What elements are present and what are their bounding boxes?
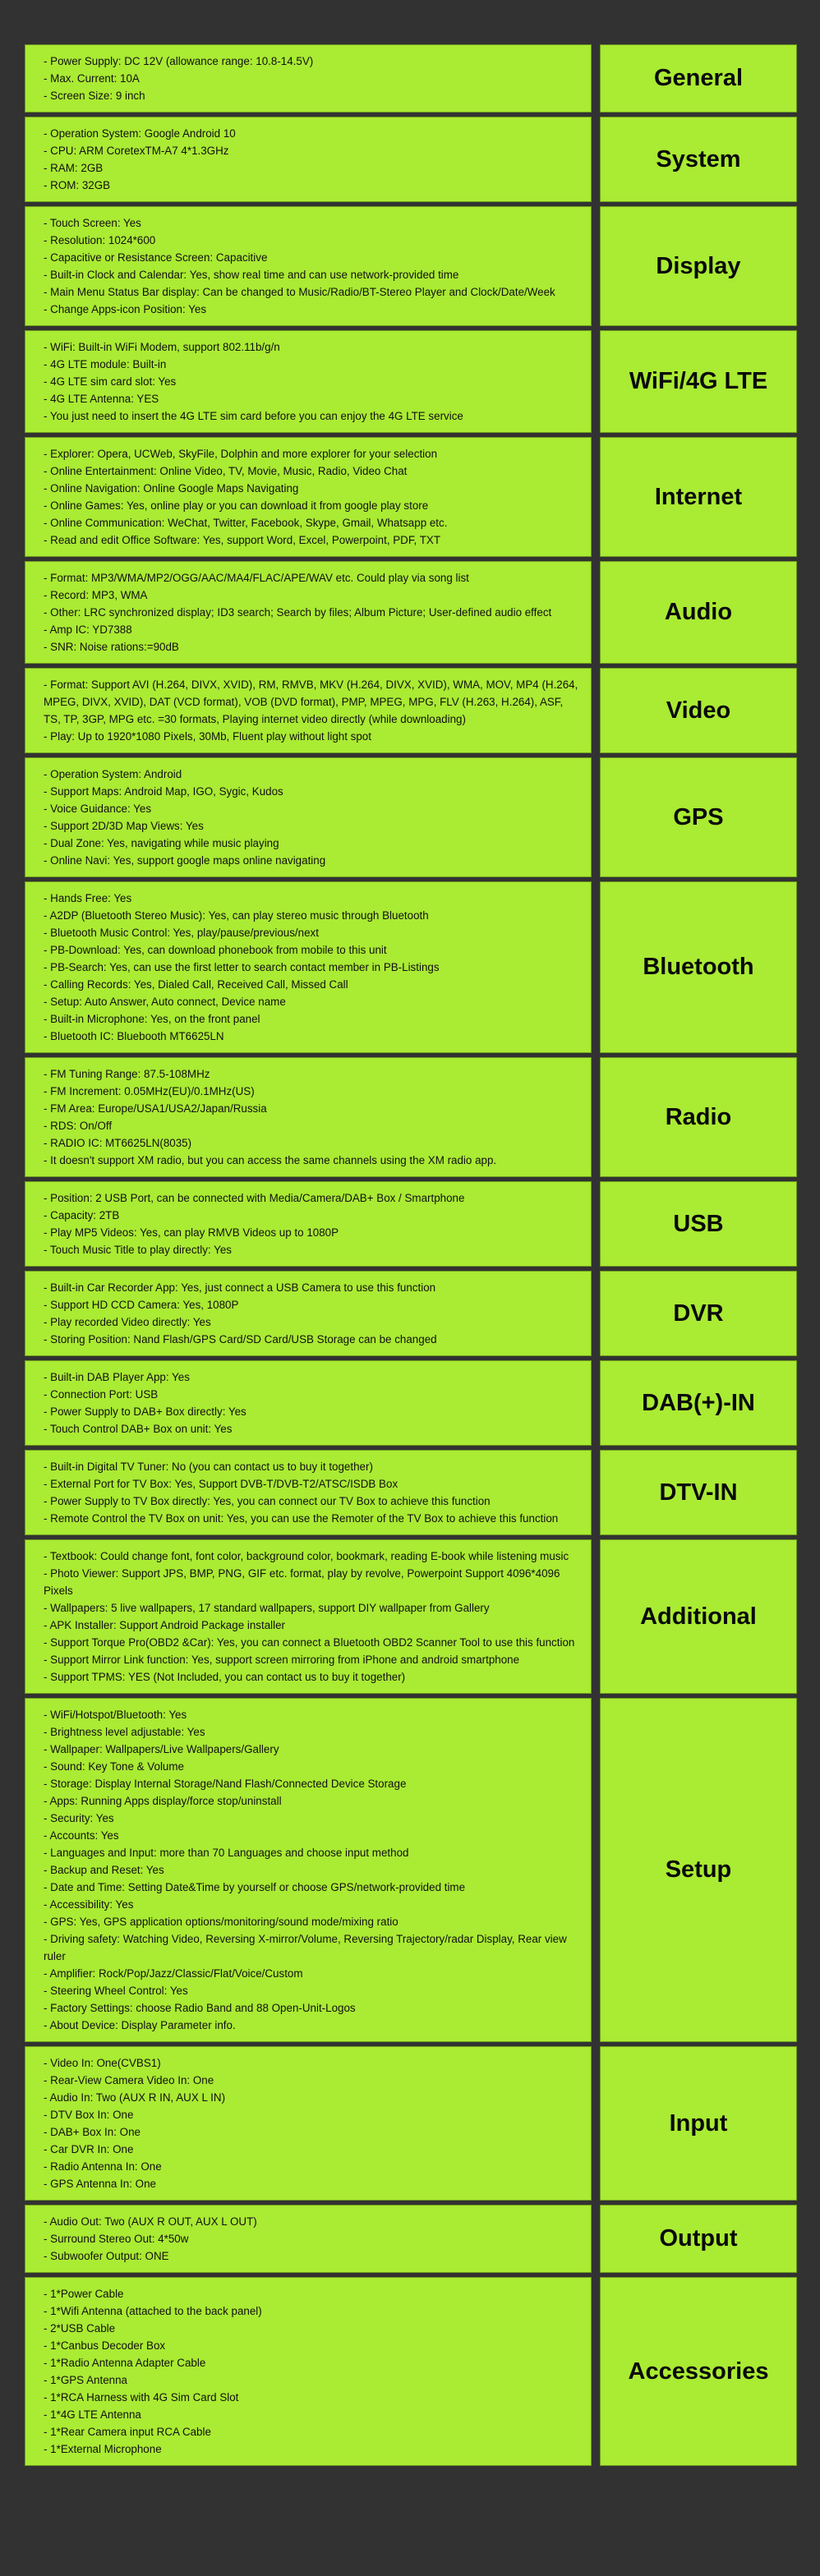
row-gap — [592, 2046, 600, 2201]
spec-line: - Audio In: Two (AUX R IN, AUX L IN) — [44, 2091, 226, 2104]
spec-line: - Dual Zone: Yes, navigating while music playing — [44, 837, 279, 849]
spec-line: - Format: MP3/WMA/MP2/OGG/AAC/MA4/FLAC/APE/WAV etc. Could play via song list — [44, 572, 469, 584]
spec-row — [25, 1271, 797, 1356]
spec-details — [25, 330, 592, 433]
spec-line: - 1*4G LTE Antenna — [44, 2408, 141, 2421]
spec-line: - Power Supply to DAB+ Box directly: Yes — [44, 1405, 246, 1418]
spec-line: - Built-in Microphone: Yes, on the front panel — [44, 1013, 260, 1025]
spec-line: - Voice Guidance: Yes — [44, 803, 152, 815]
spec-details — [25, 561, 592, 664]
spec-line: - Online Navigation: Online Google Maps Navigating — [44, 482, 299, 494]
spec-line: - PB-Download: Yes, can download phonebook from mobile to this unit — [44, 944, 387, 956]
spec-details — [25, 437, 592, 557]
spec-line: - 2*USB Cable — [44, 2322, 116, 2334]
spec-line: - 1*Canbus Decoder Box — [44, 2339, 166, 2352]
spec-details — [25, 1057, 592, 1177]
spec-row — [25, 1360, 797, 1446]
row-gap — [592, 1181, 600, 1267]
spec-line: - Bluetooth Music Control: Yes, play/pause/previous/next — [44, 927, 319, 939]
spec-line: - Change Apps-icon Position: Yes — [44, 303, 207, 315]
spec-category-title: Audio — [600, 561, 797, 664]
spec-line: - Play MP5 Videos: Yes, can play RMVB Videos up to 1080P — [44, 1226, 339, 1239]
spec-details — [25, 1539, 592, 1694]
spec-table — [25, 0, 797, 2466]
spec-line: - Apps: Running Apps display/force stop/uninstall — [44, 1795, 282, 1807]
spec-line: - 1*Power Cable — [44, 2288, 124, 2300]
spec-category-title: Output — [600, 2205, 797, 2273]
spec-line: - 1*RCA Harness with 4G Sim Card Slot — [44, 2391, 239, 2404]
spec-line: - Support Mirror Link function: Yes, support screen mirroring from iPhone and android smartphone — [44, 1654, 520, 1666]
spec-details — [25, 757, 592, 877]
spec-category-title: WiFi/4G LTE — [600, 330, 797, 433]
spec-details — [25, 668, 592, 753]
spec-category-title: Bluetooth — [600, 881, 797, 1053]
spec-line: - DTV Box In: One — [44, 2109, 134, 2121]
spec-line: - FM Area: Europe/USA1/USA2/Japan/Russia — [44, 1102, 267, 1115]
spec-line: - Audio Out: Two (AUX R OUT, AUX L OUT) — [44, 2215, 257, 2228]
spec-line: - Main Menu Status Bar display: Can be changed to Music/Radio/BT-Stereo Player and Clock/Date/Week — [44, 286, 555, 298]
spec-line: - Touch Control DAB+ Box on unit: Yes — [44, 1423, 233, 1435]
row-gap — [592, 2277, 600, 2466]
spec-details — [25, 881, 592, 1053]
spec-row — [25, 44, 797, 113]
spec-line: - Textbook: Could change font, font color, background color, bookmark, reading E-book while listening music — [44, 1550, 569, 1562]
spec-category-title: Setup — [600, 1698, 797, 2042]
row-gap — [592, 206, 600, 326]
spec-row — [25, 2277, 797, 2466]
spec-line: - Online Games: Yes, online play or you can download it from google play store — [44, 499, 429, 512]
spec-row — [25, 206, 797, 326]
spec-line: - Built-in Car Recorder App: Yes, just connect a USB Camera to use this function — [44, 1281, 436, 1294]
spec-details — [25, 2046, 592, 2201]
spec-line: - Car DVR In: One — [44, 2143, 134, 2155]
spec-line: - Storing Position: Nand Flash/GPS Card/SD Card/USB Storage can be changed — [44, 1333, 437, 1346]
spec-line: - Factory Settings: choose Radio Band and 88 Open-Unit-Logos — [44, 2002, 356, 2014]
spec-category-title: General — [600, 44, 797, 113]
spec-details — [25, 1360, 592, 1446]
spec-row — [25, 437, 797, 557]
row-gap — [592, 1057, 600, 1177]
spec-details — [25, 2205, 592, 2273]
spec-category-title: Additional — [600, 1539, 797, 1694]
spec-line: - Play: Up to 1920*1080 Pixels, 30Mb, Fluent play without light spot — [44, 730, 371, 743]
spec-category-title: Display — [600, 206, 797, 326]
spec-line: - Driving safety: Watching Video, Reversing X-mirror/Volume, Reversing Trajectory/radar Display, Rear view ruler — [44, 1933, 567, 1962]
spec-line: - RADIO IC: MT6625LN(8035) — [44, 1137, 192, 1149]
spec-line: - Built-in DAB Player App: Yes — [44, 1371, 190, 1383]
spec-line: - CPU: ARM CoretexTM-A7 4*1.3GHz — [44, 145, 229, 157]
spec-category-title: System — [600, 117, 797, 202]
spec-category-title: Video — [600, 668, 797, 753]
spec-row — [25, 1181, 797, 1267]
spec-details — [25, 2277, 592, 2466]
spec-line: - Radio Antenna In: One — [44, 2160, 162, 2173]
spec-details — [25, 44, 592, 113]
spec-line: - Operation System: Android — [44, 768, 182, 780]
spec-line: - Resolution: 1024*600 — [44, 234, 156, 246]
spec-line: - Built-in Clock and Calendar: Yes, show real time and can use network-provided time — [44, 269, 459, 281]
spec-line: - 1*Wifi Antenna (attached to the back panel) — [44, 2305, 262, 2317]
spec-line: - Format: Support AVI (H.264, DIVX, XVID), RM, RMVB, MKV (H.264, DIVX, XVID), WMA, MOV, MP4 (H.264, MPEG, DIVX, XVID), DAT (VCD format), VOB (DVD format), PMP, MPEG, MPG, FLV (H.263, H.264), ASF, TS, TP, 3GP, MPG etc. =30 formats, Playing internet video directly (while downloading) — [44, 678, 578, 725]
spec-row — [25, 668, 797, 753]
spec-line: - Sound: Key Tone & Volume — [44, 1760, 184, 1773]
spec-row — [25, 2046, 797, 2201]
spec-line: - Brightness level adjustable: Yes — [44, 1726, 205, 1738]
spec-details — [25, 117, 592, 202]
spec-line: - Languages and Input: more than 70 Languages and choose input method — [44, 1847, 409, 1859]
spec-category-title: Internet — [600, 437, 797, 557]
spec-line: - Bluetooth IC: Bluebooth MT6625LN — [44, 1030, 224, 1042]
spec-line: - FM Tuning Range: 87.5-108MHz — [44, 1068, 210, 1080]
spec-line: - Steering Wheel Control: Yes — [44, 1985, 188, 1997]
spec-line: - Play recorded Video directly: Yes — [44, 1316, 211, 1328]
spec-line: - 4G LTE module: Built-in — [44, 358, 167, 370]
row-gap — [592, 1539, 600, 1694]
spec-line: - GPS: Yes, GPS application options/monitoring/sound mode/mixing ratio — [44, 1916, 398, 1928]
spec-line: - Power Supply to TV Box directly: Yes, you can connect our TV Box to achieve this function — [44, 1495, 491, 1507]
spec-row — [25, 2205, 797, 2273]
spec-line: - Video In: One(CVBS1) — [44, 2057, 161, 2069]
row-gap — [592, 1450, 600, 1535]
row-gap — [592, 1698, 600, 2042]
spec-line: - APK Installer: Support Android Package installer — [44, 1619, 286, 1631]
spec-line: - Subwoofer Output: ONE — [44, 2250, 169, 2262]
row-gap — [592, 330, 600, 433]
spec-category-title: USB — [600, 1181, 797, 1267]
spec-line: - Online Entertainment: Online Video, TV, Movie, Music, Radio, Video Chat — [44, 465, 408, 477]
spec-details — [25, 1698, 592, 2042]
spec-line: - Support Torque Pro(OBD2 &Car): Yes, you can connect a Bluetooth OBD2 Scanner Tool to use this function — [44, 1636, 575, 1649]
spec-line: - Surround Stereo Out: 4*50w — [44, 2233, 189, 2245]
spec-line: - Security: Yes — [44, 1812, 114, 1824]
spec-line: - Online Navi: Yes, support google maps online navigating — [44, 854, 326, 867]
spec-line: - 1*GPS Antenna — [44, 2374, 127, 2386]
spec-line: - Touch Music Title to play directly: Yes — [44, 1244, 232, 1256]
row-gap — [592, 437, 600, 557]
spec-line: - Max. Current: 10A — [44, 72, 140, 85]
spec-line: - About Device: Display Parameter info. — [44, 2019, 236, 2031]
spec-line: - PB-Search: Yes, can use the first letter to search contact member in PB-Listings — [44, 961, 440, 973]
spec-line: - Date and Time: Setting Date&Time by yourself or choose GPS/network-provided time — [44, 1881, 466, 1893]
spec-line: - Online Communication: WeChat, Twitter, Facebook, Skype, Gmail, Whatsapp etc. — [44, 517, 448, 529]
spec-line: - Capacitive or Resistance Screen: Capacitive — [44, 251, 268, 264]
spec-line: - Support Maps: Android Map, IGO, Sygic, Kudos — [44, 785, 283, 798]
row-gap — [592, 117, 600, 202]
spec-line: - 1*Radio Antenna Adapter Cable — [44, 2357, 206, 2369]
row-gap — [592, 881, 600, 1053]
spec-line: - Amplifier: Rock/Pop/Jazz/Classic/Flat/Voice/Custom — [44, 1967, 303, 1980]
spec-row — [25, 330, 797, 433]
spec-line: - Storage: Display Internal Storage/Nand Flash/Connected Device Storage — [44, 1778, 407, 1790]
spec-line: - Calling Records: Yes, Dialed Call, Received Call, Missed Call — [44, 978, 348, 991]
spec-line: - DAB+ Box In: One — [44, 2126, 141, 2138]
spec-row — [25, 881, 797, 1053]
spec-line: - Backup and Reset: Yes — [44, 1864, 164, 1876]
spec-line: - 1*External Microphone — [44, 2443, 162, 2455]
spec-line: - WiFi: Built-in WiFi Modem, support 802.11b/g/n — [44, 341, 280, 353]
spec-line: - Setup: Auto Answer, Auto connect, Device name — [44, 996, 286, 1008]
spec-category-title: Accessories — [600, 2277, 797, 2466]
row-gap — [592, 1360, 600, 1446]
spec-line: - Support 2D/3D Map Views: Yes — [44, 820, 204, 832]
spec-line: - Support HD CCD Camera: Yes, 1080P — [44, 1299, 239, 1311]
spec-category-title: DAB(+)-IN — [600, 1360, 797, 1446]
spec-row — [25, 1450, 797, 1535]
spec-line: - Touch Screen: Yes — [44, 217, 141, 229]
spec-line: - 4G LTE Antenna: YES — [44, 393, 159, 405]
spec-row — [25, 117, 797, 202]
row-gap — [592, 44, 600, 113]
spec-line: - Hands Free: Yes — [44, 892, 132, 904]
row-gap — [592, 1271, 600, 1356]
spec-line: - RAM: 2GB — [44, 162, 104, 174]
spec-line: - RDS: On/Off — [44, 1120, 113, 1132]
spec-details — [25, 1450, 592, 1535]
spec-line: - Position: 2 USB Port, can be connected with Media/Camera/DAB+ Box / Smartphone — [44, 1192, 465, 1204]
spec-line: - 1*Rear Camera input RCA Cable — [44, 2426, 211, 2438]
spec-category-title: Input — [600, 2046, 797, 2201]
spec-line: - ROM: 32GB — [44, 179, 111, 191]
spec-line: - Remote Control the TV Box on unit: Yes, you can use the Remoter of the TV Box to achieve this function — [44, 1512, 559, 1525]
spec-line: - Rear-View Camera Video In: One — [44, 2074, 214, 2086]
spec-line: - Read and edit Office Software: Yes, support Word, Excel, Powerpoint, PDF, TXT — [44, 534, 441, 546]
spec-line: - You just need to insert the 4G LTE sim card before you can enjoy the 4G LTE service — [44, 410, 463, 422]
spec-line: - Explorer: Opera, UCWeb, SkyFile, Dolphin and more explorer for your selection — [44, 448, 438, 460]
spec-line: - A2DP (Bluetooth Stereo Music): Yes, can play stereo music through Bluetooth — [44, 909, 429, 922]
spec-line: - Connection Port: USB — [44, 1388, 159, 1401]
row-gap — [592, 2205, 600, 2273]
spec-details — [25, 1181, 592, 1267]
spec-line: - FM Increment: 0.05MHz(EU)/0.1MHz(US) — [44, 1085, 255, 1097]
spec-category-title: Radio — [600, 1057, 797, 1177]
spec-row — [25, 1698, 797, 2042]
spec-line: - Wallpaper: Wallpapers/Live Wallpapers/Gallery — [44, 1743, 279, 1755]
spec-category-title: DVR — [600, 1271, 797, 1356]
spec-line: - Other: LRC synchronized display; ID3 search; Search by files; Album Picture; User-defined audio effect — [44, 606, 552, 619]
spec-line: - Capacity: 2TB — [44, 1209, 120, 1221]
spec-line: - Screen Size: 9 inch — [44, 90, 145, 102]
spec-line: - External Port for TV Box: Yes, Support DVB-T/DVB-T2/ATSC/ISDB Box — [44, 1478, 398, 1490]
spec-line: - GPS Antenna In: One — [44, 2178, 156, 2190]
spec-row — [25, 1539, 797, 1694]
spec-line: - Accounts: Yes — [44, 1829, 119, 1842]
spec-line: - Built-in Digital TV Tuner: No (you can contact us to buy it together) — [44, 1460, 373, 1473]
spec-row — [25, 757, 797, 877]
spec-row — [25, 1057, 797, 1177]
spec-line: - SNR: Noise rations:=90dB — [44, 641, 179, 653]
spec-line: - Wallpapers: 5 live wallpapers, 17 standard wallpapers, support DIY wallpaper from Gallery — [44, 1602, 490, 1614]
spec-line: - It doesn't support XM radio, but you can access the same channels using the XM radio app. — [44, 1154, 497, 1166]
spec-line: - Photo Viewer: Support JPS, BMP, PNG, GIF etc. format, play by revolve, Powerpoint Support 4096*4096 Pixels — [44, 1567, 560, 1597]
spec-line: - 4G LTE sim card slot: Yes — [44, 375, 177, 388]
spec-category-title: DTV-IN — [600, 1450, 797, 1535]
row-gap — [592, 668, 600, 753]
spec-line: - Record: MP3, WMA — [44, 589, 148, 601]
spec-details — [25, 206, 592, 326]
spec-details — [25, 1271, 592, 1356]
spec-line: - Support TPMS: YES (Not Included, you can contact us to buy it together) — [44, 1671, 406, 1683]
row-gap — [592, 561, 600, 664]
spec-line: - Operation System: Google Android 10 — [44, 127, 236, 140]
spec-line: - Amp IC: YD7388 — [44, 623, 132, 636]
spec-row — [25, 561, 797, 664]
spec-line: - Power Supply: DC 12V (allowance range: 10.8-14.5V) — [44, 55, 314, 67]
row-gap — [592, 757, 600, 877]
spec-line: - WiFi/Hotspot/Bluetooth: Yes — [44, 1709, 187, 1721]
spec-category-title: GPS — [600, 757, 797, 877]
spec-line: - Accessibility: Yes — [44, 1898, 134, 1911]
